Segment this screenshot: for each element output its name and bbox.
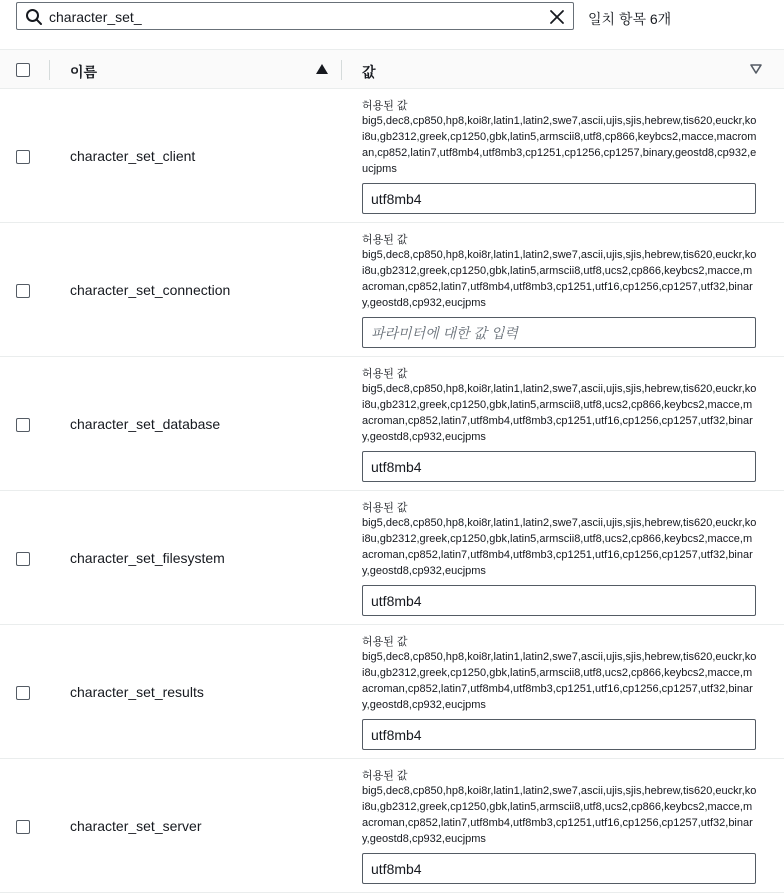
parameter-name: character_set_database [70,416,221,432]
column-divider [49,60,50,80]
row-checkbox[interactable] [16,284,30,298]
allowed-values-label: 허용된 값 [362,770,408,782]
table-row [0,759,784,893]
table-row [0,491,784,625]
allowed-values: big5,dec8,cp850,hp8,koi8r,latin1,latin2,swe7,ascii,ujis,sjis,hebrew,tis620,euckr,koi8u,gb2312,greek,cp1250,gbk,latin5,armscii8,utf8,ucs2,cp866,keybcs2,macce,macroman,cp852,latin7,utf8mb4,utf8mb3,cp1251,utf16,cp1256,cp1257,utf32,binary,geostd8,cp932,eucjpms [362,383,757,443]
allowed-values: big5,dec8,cp850,hp8,koi8r,latin1,latin2,swe7,ascii,ujis,sjis,hebrew,tis620,euckr,koi8u,gb2312,greek,cp1250,gbk,latin5,armscii8,utf8,ucs2,cp866,keybcs2,macce,macroman,cp852,latin7,utf8mb4,utf8mb3,cp1251,utf16,cp1256,cp1257,utf32,binary,geostd8,cp932,eucjpms [362,785,757,845]
table-row [0,357,784,491]
table-row [0,625,784,759]
row-checkbox[interactable] [16,820,30,834]
column-header-value[interactable]: 값 [362,64,376,80]
parameter-name: character_set_server [70,818,202,834]
parameter-value-input[interactable] [362,585,756,616]
allowed-values: big5,dec8,cp850,hp8,koi8r,latin1,latin2,swe7,ascii,ujis,sjis,hebrew,tis620,euckr,koi8u,gb2312,greek,cp1250,gbk,latin5,armscii8,utf8,ucs2,cp866,keybcs2,macce,macroman,cp852,latin7,utf8mb4,utf8mb3,cp1251,utf16,cp1256,cp1257,utf32,binary,geostd8,cp932,eucjpms [362,249,757,309]
table-row [0,223,784,357]
parameter-name: character_set_results [70,684,204,700]
column-divider [341,60,342,80]
clear-search-icon[interactable] [547,7,567,27]
allowed-values-label: 허용된 값 [362,636,408,648]
parameter-name: character_set_filesystem [70,550,225,566]
row-checkbox[interactable] [16,150,30,164]
row-checkbox[interactable] [16,552,30,566]
row-checkbox[interactable] [16,418,30,432]
parameter-value-input[interactable] [362,317,756,348]
sort-descending-icon[interactable] [750,64,762,74]
parameter-value-input[interactable] [362,853,756,884]
select-all-checkbox[interactable] [16,63,30,77]
search-icon [25,8,43,26]
allowed-values-label: 허용된 값 [362,234,408,246]
match-count: 일치 항목 6개 [588,11,672,27]
search-box[interactable] [16,2,574,30]
allowed-values-label: 허용된 값 [362,368,408,380]
parameter-value-input[interactable] [362,183,756,214]
allowed-values-label: 허용된 값 [362,502,408,514]
sort-ascending-icon[interactable] [316,64,328,74]
allowed-values-label: 허용된 값 [362,100,408,112]
filter-bar [0,0,784,48]
parameter-value-input[interactable] [362,451,756,482]
table-row [0,89,784,223]
allowed-values: big5,dec8,cp850,hp8,koi8r,latin1,latin2,swe7,ascii,ujis,sjis,hebrew,tis620,euckr,koi8u,gb2312,greek,cp1250,gbk,latin5,armscii8,utf8,cp866,keybcs2,macce,macroman,cp852,latin7,utf8mb4,utf8mb3,cp1251,cp1256,cp1257,binary,geostd8,cp932,eucjpms [362,115,757,175]
allowed-values: big5,dec8,cp850,hp8,koi8r,latin1,latin2,swe7,ascii,ujis,sjis,hebrew,tis620,euckr,koi8u,gb2312,greek,cp1250,gbk,latin5,armscii8,utf8,ucs2,cp866,keybcs2,macce,macroman,cp852,latin7,utf8mb4,utf8mb3,cp1251,utf16,cp1256,cp1257,utf32,binary,geostd8,cp932,eucjpms [362,517,757,577]
table-header [0,49,784,89]
search-input[interactable] [49,6,529,28]
row-checkbox[interactable] [16,686,30,700]
column-header-name[interactable]: 이름 [70,64,98,80]
parameter-name: character_set_connection [70,282,231,298]
parameter-value-input[interactable] [362,719,756,750]
allowed-values: big5,dec8,cp850,hp8,koi8r,latin1,latin2,swe7,ascii,ujis,sjis,hebrew,tis620,euckr,koi8u,gb2312,greek,cp1250,gbk,latin5,armscii8,utf8,ucs2,cp866,keybcs2,macce,macroman,cp852,latin7,utf8mb4,utf8mb3,cp1251,utf16,cp1256,cp1257,utf32,binary,geostd8,cp932,eucjpms [362,651,757,711]
parameter-name: character_set_client [70,148,196,164]
